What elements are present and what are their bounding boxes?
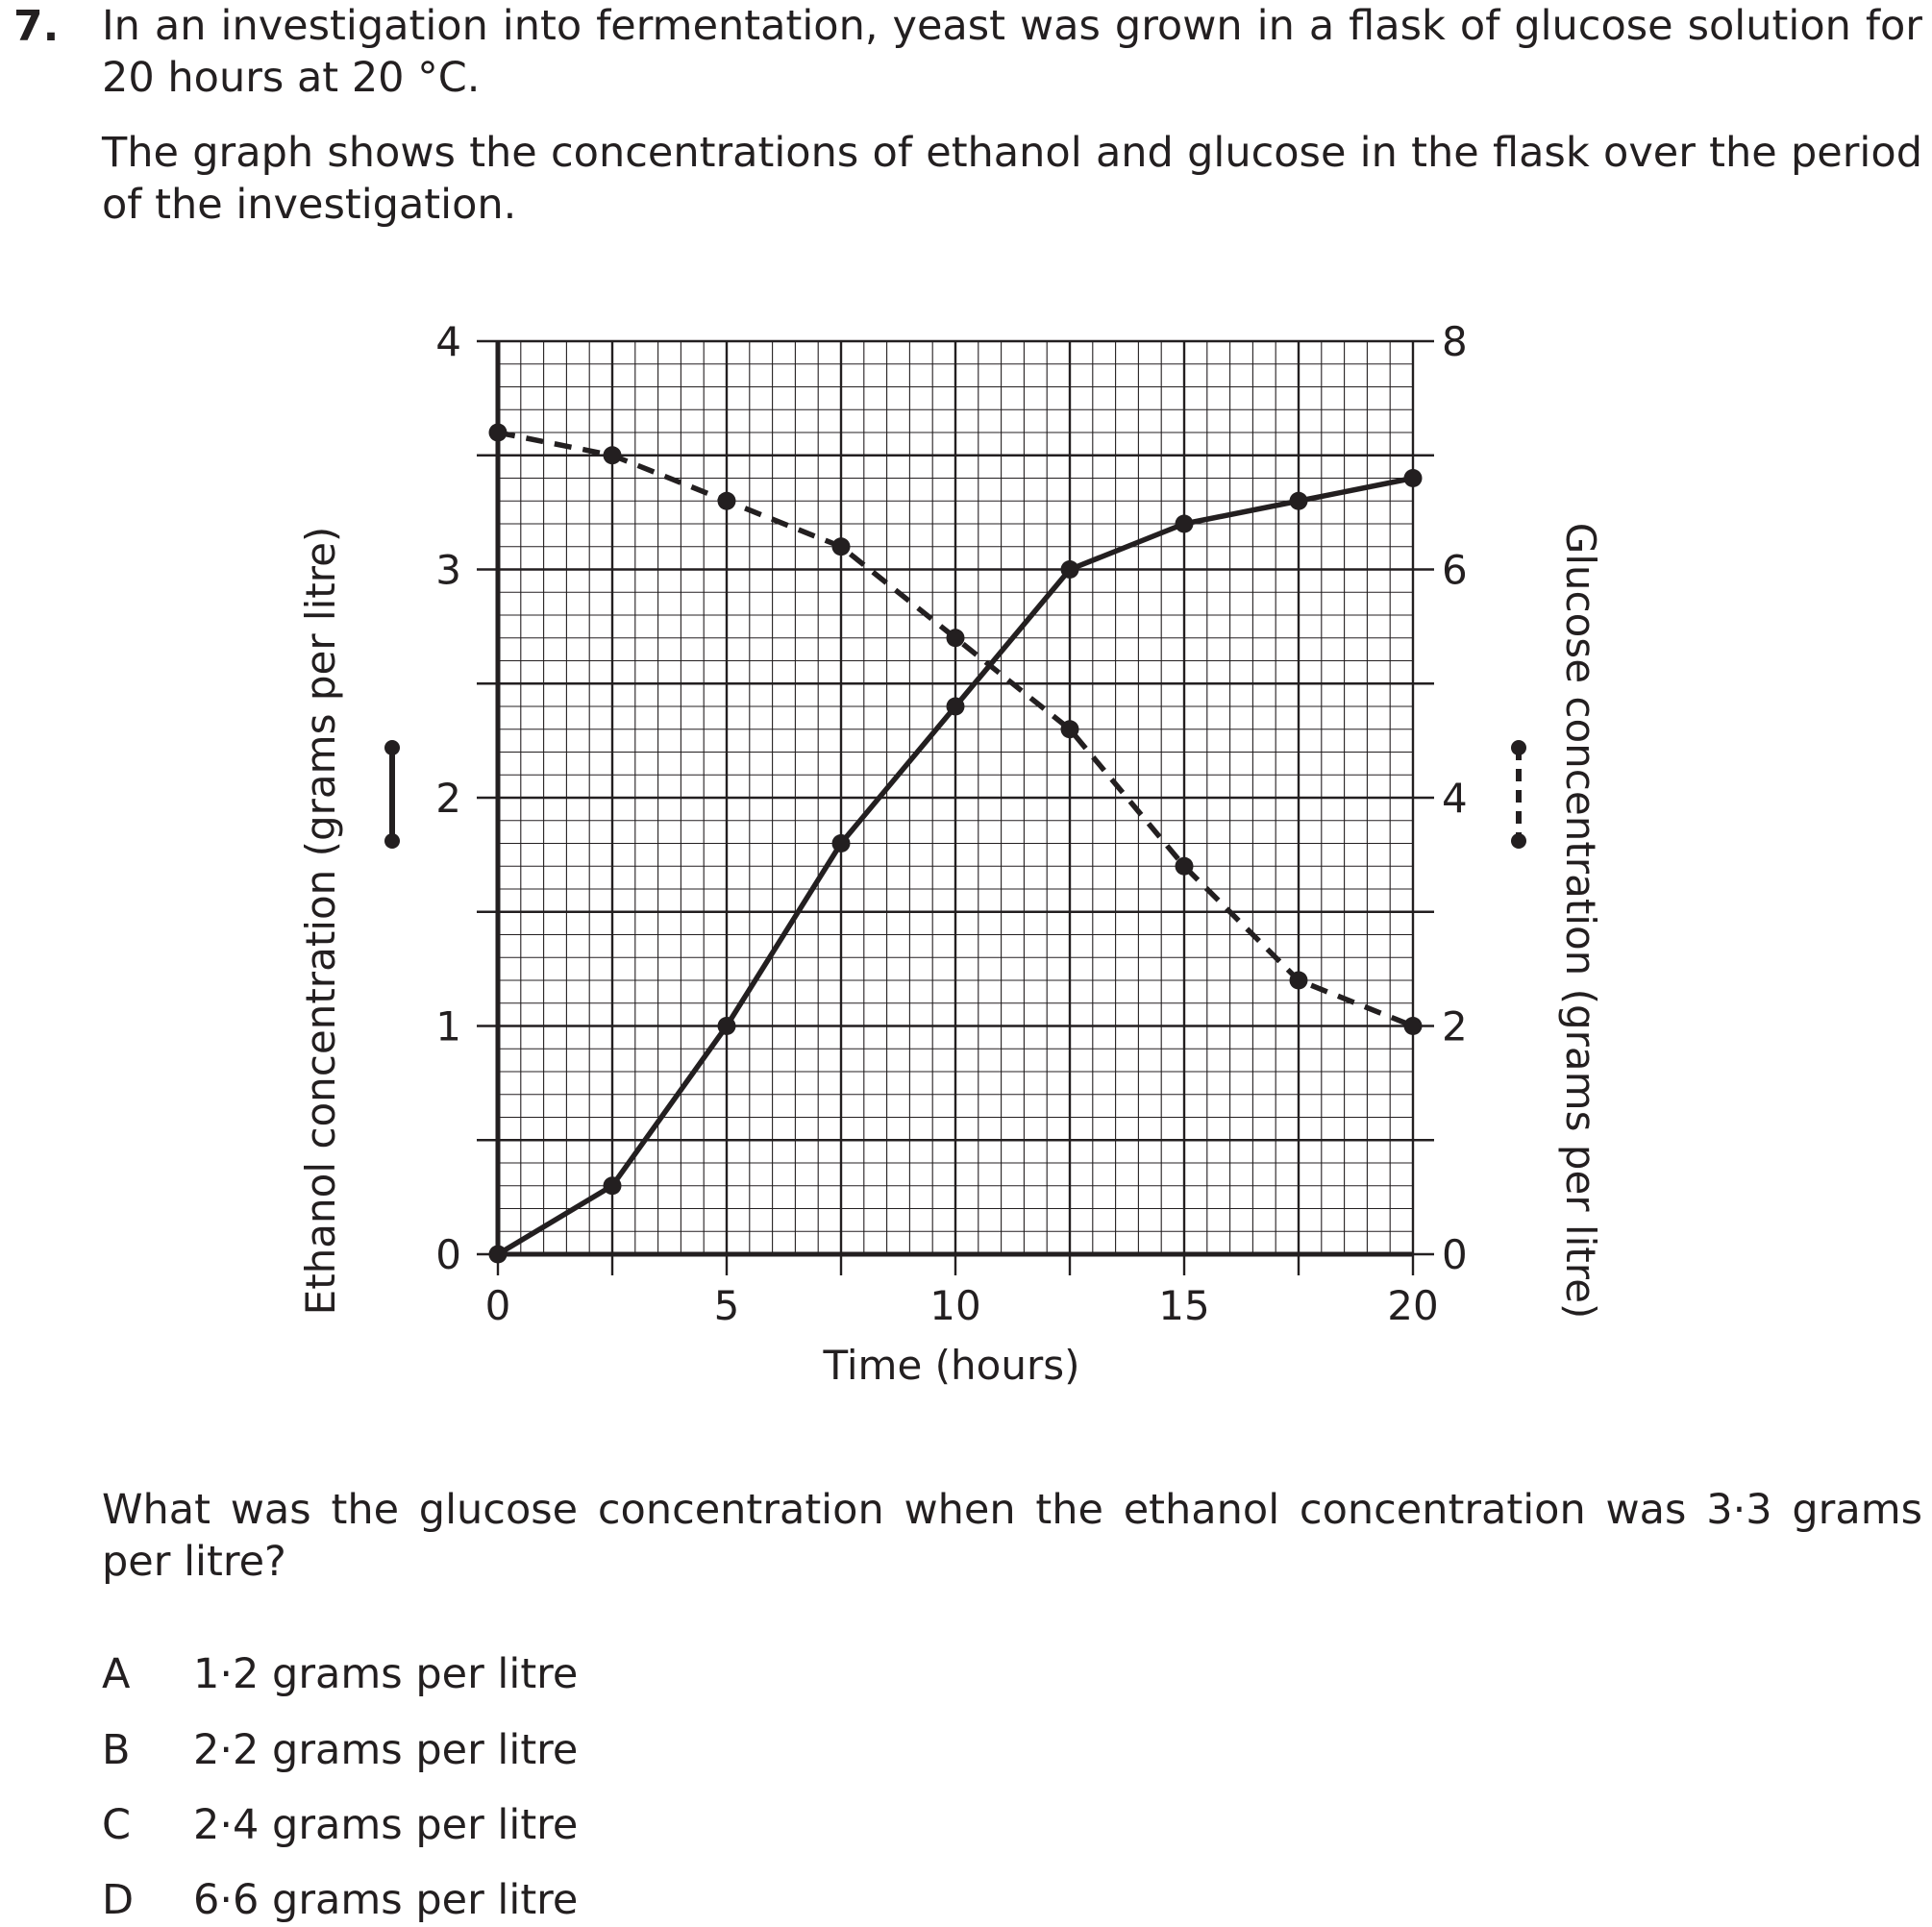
x-tick-label: 15 xyxy=(1158,1282,1210,1329)
glucose-data-point xyxy=(1404,1017,1423,1035)
option-d-text: 6·6 grams per litre xyxy=(193,1876,579,1924)
x-tick-label: 0 xyxy=(484,1282,511,1329)
ethanol-data-point xyxy=(604,1176,622,1195)
right-y-tick-label: 0 xyxy=(1442,1231,1468,1278)
option-a-text: 1·2 grams per litre xyxy=(193,1650,579,1698)
right-y-tick-label: 4 xyxy=(1442,775,1468,822)
left-y-tick-label: 1 xyxy=(435,1002,461,1050)
ethanol-data-point xyxy=(1061,560,1079,579)
ethanol-data-point xyxy=(1404,469,1423,487)
glucose-data-point xyxy=(1176,857,1194,876)
option-c-text: 2·4 grams per litre xyxy=(193,1801,579,1849)
legend-ethanol-key xyxy=(384,740,400,849)
left-y-tick-label: 4 xyxy=(435,318,461,365)
legend-glucose-marker-bottom xyxy=(1511,833,1526,849)
legend-ethanol-marker-top xyxy=(384,740,400,755)
left-y-axis-label: Ethanol concentration (grams per litre) xyxy=(297,526,344,1316)
x-tick-label: 20 xyxy=(1387,1282,1439,1329)
glucose-data-point xyxy=(832,537,851,556)
glucose-data-point xyxy=(604,446,622,464)
x-tick-label: 10 xyxy=(929,1282,981,1329)
left-y-tick-label: 0 xyxy=(435,1231,461,1278)
glucose-data-point xyxy=(947,629,965,647)
fermentation-chart xyxy=(288,308,1634,1394)
ethanol-data-point xyxy=(718,1017,736,1035)
x-tick-label: 5 xyxy=(713,1282,740,1329)
chart-ticks xyxy=(435,318,1467,1329)
legend-glucose-key xyxy=(1511,740,1526,849)
option-d[interactable] xyxy=(102,1874,578,1926)
right-y-axis-label: Glucose concentration (grams per litre) xyxy=(1557,522,1604,1320)
question-number: 7. xyxy=(13,2,60,51)
ethanol-data-point xyxy=(947,698,965,716)
glucose-data-point xyxy=(489,424,508,442)
right-y-tick-label: 2 xyxy=(1442,1002,1468,1050)
ethanol-data-point xyxy=(832,834,851,852)
right-y-tick-label: 8 xyxy=(1442,318,1468,365)
option-b[interactable] xyxy=(102,1724,578,1776)
glucose-data-point xyxy=(1061,720,1079,738)
option-c[interactable] xyxy=(102,1799,578,1851)
option-c-letter: C xyxy=(102,1801,132,1849)
option-a-letter: A xyxy=(102,1650,131,1698)
glucose-data-point xyxy=(718,492,736,510)
question-prompt: What was the glucose concentration when the ethanol concentration was 3·3 grams per litre? xyxy=(102,1486,1922,1586)
option-b-text: 2·2 grams per litre xyxy=(193,1726,579,1774)
option-a[interactable] xyxy=(102,1648,578,1700)
ethanol-data-point xyxy=(1176,515,1194,533)
left-y-tick-label: 2 xyxy=(435,775,461,822)
option-d-letter: D xyxy=(102,1876,135,1924)
left-y-tick-label: 3 xyxy=(435,546,461,594)
glucose-data-point xyxy=(1290,972,1308,990)
legend-glucose-marker-top xyxy=(1511,740,1526,755)
right-y-tick-label: 6 xyxy=(1442,546,1468,594)
ethanol-data-point xyxy=(1290,492,1308,510)
chart-grid xyxy=(498,341,1413,1254)
question-intro: In an investigation into fermentation, yeast was grown in a flask of glucose solution for 20 hours at 20 °C. xyxy=(102,2,1922,102)
graph-description: The graph shows the concentrations of ethanol and glucose in the flask over the period of the investigation. xyxy=(102,129,1922,229)
legend-ethanol-marker-bottom xyxy=(384,833,400,849)
option-b-letter: B xyxy=(102,1726,131,1774)
x-axis-label: Time (hours) xyxy=(823,1342,1080,1389)
ethanol-data-point xyxy=(489,1246,508,1264)
